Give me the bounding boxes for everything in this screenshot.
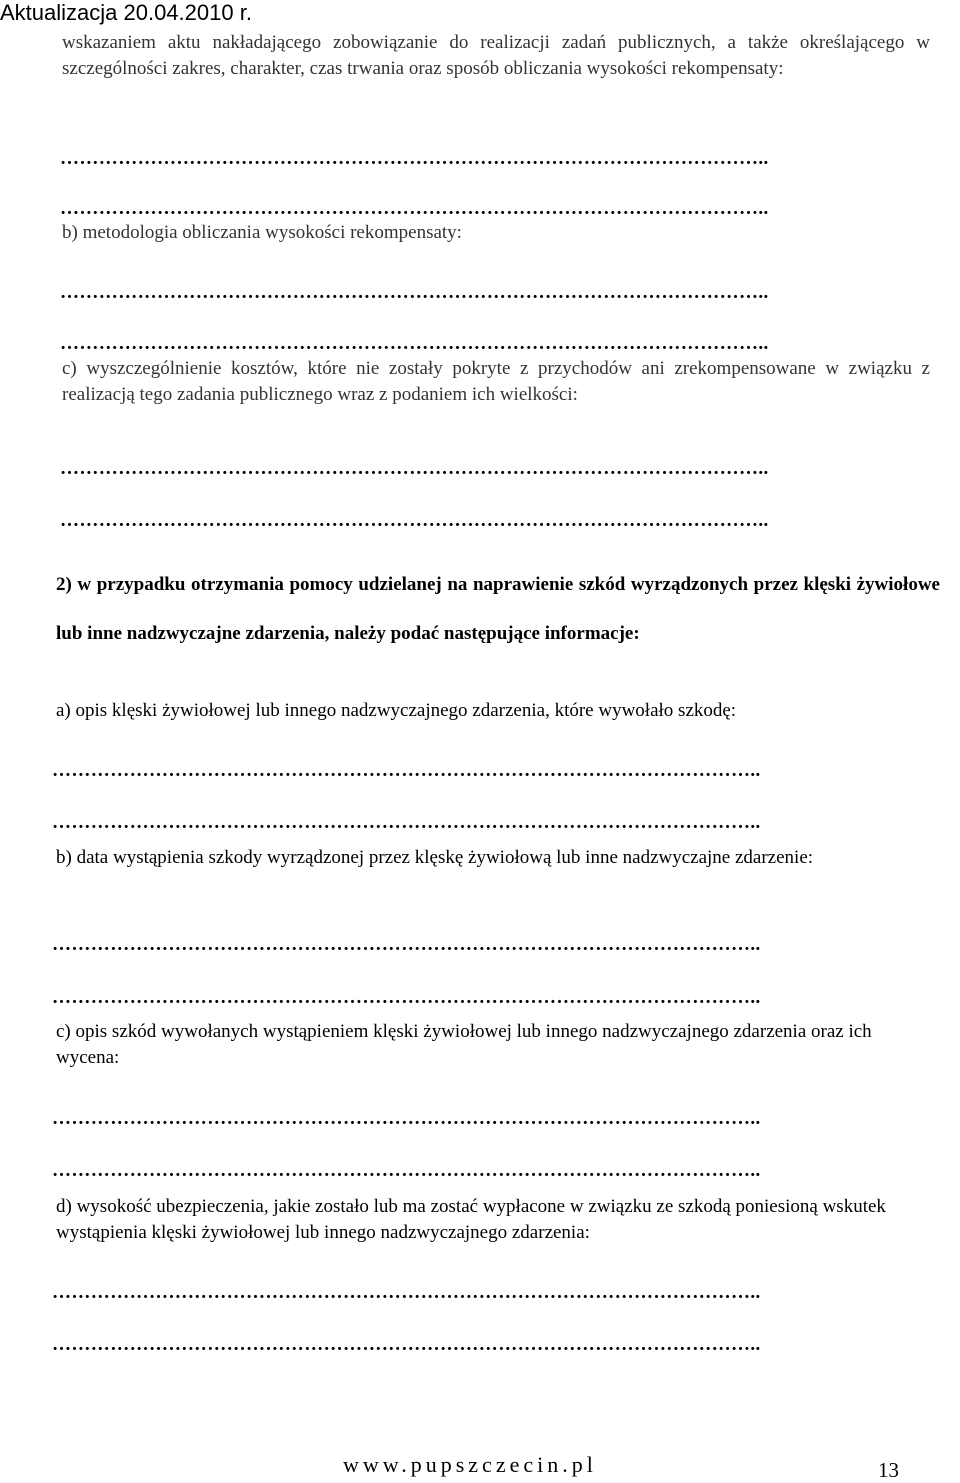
fill-line: ……………………………………………………………………………………………….. bbox=[60, 148, 769, 169]
item-c-costs: c) wyszczególnienie kosztów, które nie zostały pokryte z przychodów ani zrekompensowane w związku z realizacją tego zadania publicznego wraz z podaniem ich wielkości: bbox=[62, 358, 930, 405]
item-b-damage-date: b) data wystąpienia szkody wyrządzonej przez klęskę żywiołową lub inne nadzwyczajne zdarzenie: bbox=[56, 847, 814, 868]
item-a-disaster-description: a) opis klęski żywiołowej lub innego nadzwyczajnego zdarzenia, które wywołało szkodę: bbox=[56, 700, 737, 721]
item-d-insurance: d) wysokość ubezpieczenia, jakie zostało lub ma zostać wypłacone w związku ze szkodą poniesioną wskutek wystąpienia klęski żywiołowej lub innego nadzwyczajnego zdarzenia: bbox=[56, 1196, 886, 1243]
fill-line: ……………………………………………………………………………………………….. bbox=[60, 198, 769, 219]
fill-line: ……………………………………………………………………………………………….. bbox=[60, 282, 769, 303]
fill-line: ……………………………………………………………………………………………….. bbox=[52, 1334, 761, 1355]
intro-paragraph: wskazaniem aktu nakładającego zobowiązanie do realizacji zadań publicznych, a także określającego w szczególności zakres, charakter, czas trwania oraz sposób obliczania wysokości rekompensaty: bbox=[62, 32, 930, 79]
item-b-methodology: b) metodologia obliczania wysokości rekompensaty: bbox=[62, 222, 462, 243]
item-c-damage-description: c) opis szkód wywołanych wystąpieniem klęski żywiołowej lub innego nadzwyczajnego zdarzenia oraz ich wycena: bbox=[56, 1021, 872, 1068]
fill-line: ……………………………………………………………………………………………….. bbox=[52, 760, 761, 781]
fill-line: ……………………………………………………………………………………………….. bbox=[52, 1160, 761, 1181]
fill-line: ……………………………………………………………………………………………….. bbox=[60, 458, 769, 479]
page-header: Aktualizacja 20.04.2010 r. bbox=[0, 0, 252, 25]
fill-line: ……………………………………………………………………………………………….. bbox=[60, 333, 769, 354]
fill-line: ……………………………………………………………………………………………….. bbox=[52, 812, 761, 833]
fill-line: ……………………………………………………………………………………………….. bbox=[52, 1282, 761, 1303]
fill-line: ……………………………………………………………………………………………….. bbox=[60, 510, 769, 531]
section-2-heading: 2) w przypadku otrzymania pomocy udzielanej na naprawienie szkód wyrządzonych przez klęski żywiołowe lub inne nadzwyczajne zdarzenia, należy podać następujące informacje: bbox=[56, 574, 940, 644]
fill-line: ……………………………………………………………………………………………….. bbox=[52, 987, 761, 1008]
fill-line: ……………………………………………………………………………………………….. bbox=[52, 1108, 761, 1129]
footer-website: www.pupszczecin.pl bbox=[343, 1452, 597, 1477]
fill-line: ……………………………………………………………………………………………….. bbox=[52, 934, 761, 955]
page-number: 13 bbox=[878, 1458, 899, 1482]
